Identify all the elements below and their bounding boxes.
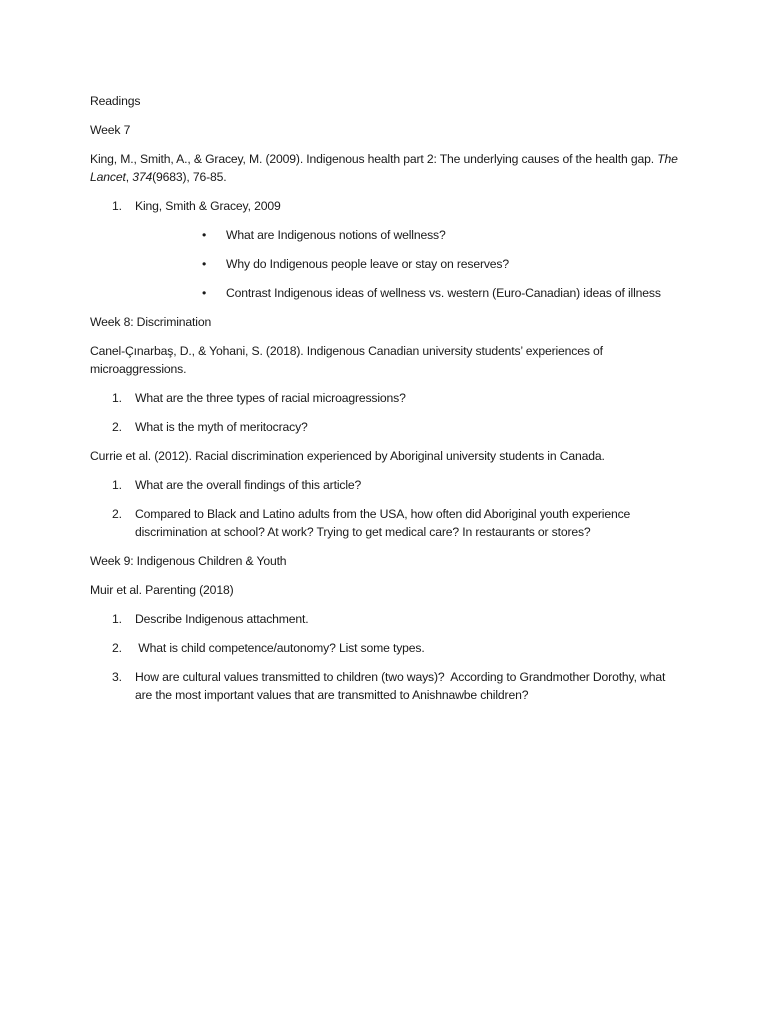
week8-numbered-list-2 [90, 476, 680, 541]
list-item [90, 418, 680, 436]
list-item-text: How are cultural values transmitted to children (two ways)? According to Grandmother Dorothy, what are the most important values that are transmitted to Anishnawbe children? [135, 670, 669, 702]
list-item-text: King, Smith & Gracey, 2009 [135, 199, 281, 213]
list-number: 3. [112, 670, 122, 684]
list-item [90, 639, 680, 657]
week7-bullet-list [90, 226, 680, 302]
list-item [90, 389, 680, 407]
list-number: 1. [112, 199, 122, 213]
list-item-text: Compared to Black and Latino adults from the USA, how often did Aboriginal youth experience discrimination at school? At work? Trying to get medical care? In restaurants or stores? [135, 507, 631, 539]
week7-heading: Week 7 [90, 123, 131, 137]
bullet-item [90, 226, 680, 244]
journal-volume: 374 [132, 170, 153, 184]
week9-heading: Week 9: Indigenous Children & Youth [90, 554, 287, 568]
list-number: 2. [112, 641, 122, 655]
bullet-icon: • [202, 257, 207, 271]
list-item [90, 476, 680, 494]
list-item-text: What are the three types of racial microagressions? [135, 391, 406, 405]
week8-citation-1: Canel-Çınarbaş, D., & Yohani, S. (2018). Indigenous Canadian university students’ experiences of microaggressions. [90, 344, 603, 376]
bullet-icon: • [202, 228, 207, 242]
week9-numbered-list [90, 610, 680, 704]
week7-numbered-list [90, 197, 680, 215]
citation-separator: , [125, 170, 133, 184]
list-item-text: What is child competence/autonomy? List some types. [135, 641, 425, 655]
week8-citation-2: Currie et al. (2012). Racial discrimination experienced by Aboriginal university students in Canada. [90, 449, 605, 463]
list-item-text: Describe Indigenous attachment. [135, 612, 309, 626]
list-number: 1. [112, 612, 122, 626]
list-number: 2. [112, 507, 122, 521]
week9-citation: Muir et al. Parenting (2018) [90, 583, 234, 597]
list-item-text: What is the myth of meritocracy? [135, 420, 308, 434]
week8-heading: Week 8: Discrimination [90, 315, 212, 329]
bullet-text: What are Indigenous notions of wellness? [226, 228, 446, 242]
bullet-item [90, 284, 680, 302]
week7-citation [90, 150, 680, 186]
list-item [90, 610, 680, 628]
citation-suffix: (9683), 76-85. [152, 170, 227, 184]
list-number: 2. [112, 420, 122, 434]
bullet-icon: • [202, 286, 207, 300]
list-item [90, 505, 680, 541]
bullet-text: Why do Indigenous people leave or stay on reserves? [226, 257, 509, 271]
list-number: 1. [112, 391, 122, 405]
citation-text: King, M., Smith, A., & Gracey, M. (2009). Indigenous health part 2: The underlying causes of the health gap. [90, 152, 658, 166]
list-item [90, 668, 680, 704]
journal-name: The Lancet [90, 152, 678, 184]
bullet-item [90, 255, 680, 273]
list-item [90, 197, 680, 215]
document-page [90, 92, 680, 715]
week8-numbered-list-1 [90, 389, 680, 436]
bullet-text: Contrast Indigenous ideas of wellness vs. western (Euro-Canadian) ideas of illness [226, 286, 661, 300]
list-number: 1. [112, 478, 122, 492]
list-item-text: What are the overall findings of this article? [135, 478, 362, 492]
document-title: Readings [90, 94, 141, 108]
